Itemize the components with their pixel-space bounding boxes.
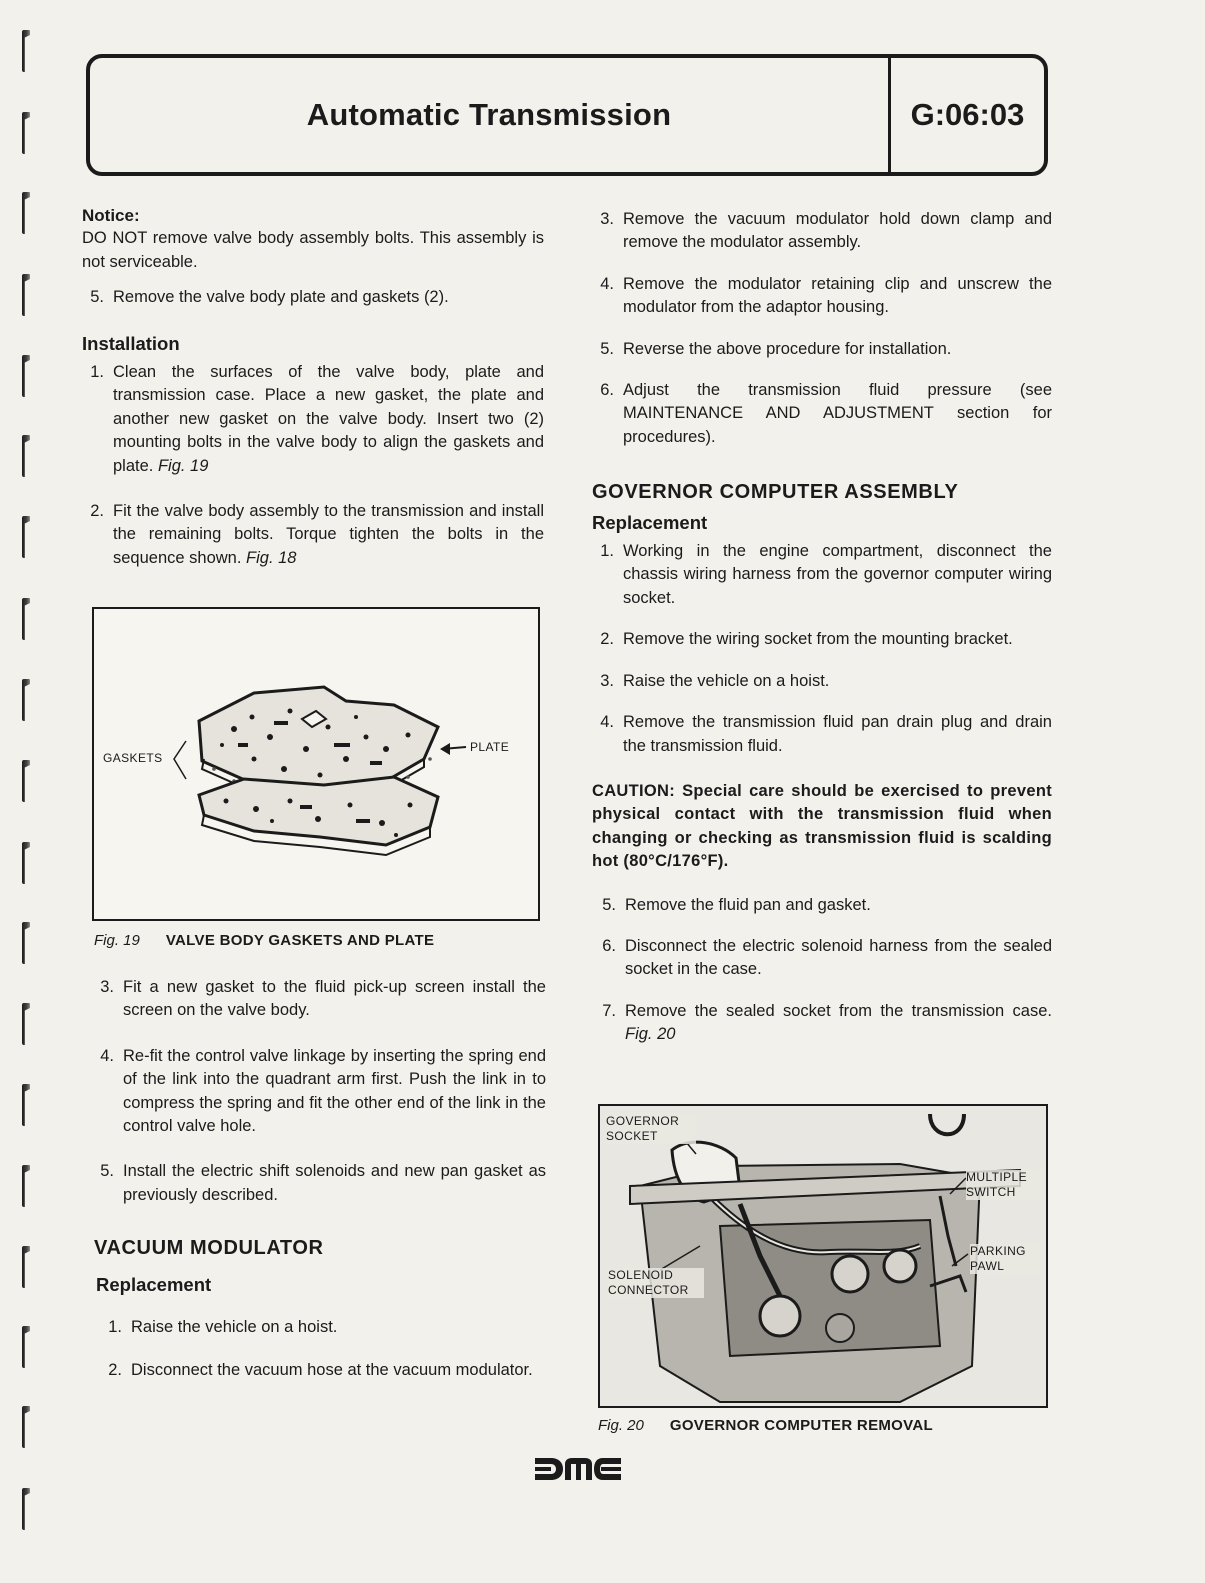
right-column (592, 208, 1052, 1047)
step-number: 3. (600, 210, 614, 228)
step-number: 5. (600, 339, 614, 358)
step-text: Disconnect the electric solenoid harness from the sealed socket in the case. (625, 936, 1052, 979)
binder-hole-mark (22, 1488, 30, 1530)
list-item (92, 1045, 546, 1139)
left-column-upper (82, 204, 544, 570)
governor-replacement-subheading: Replacement (592, 511, 708, 533)
notice-text: DO NOT remove valve body assembly bolts. This assembly is not serviceable. (82, 229, 544, 271)
figure-number: Fig. 20 (598, 1417, 644, 1434)
step-body: Remove the sealed socket from the transmission case. (625, 1001, 1052, 1020)
step-number: 3. (600, 671, 614, 690)
step-text: Fit a new gasket to the fluid pick-up screen install the screen on the valve body. (123, 978, 546, 1020)
binder-hole-mark (22, 1003, 30, 1045)
step-text (113, 500, 544, 570)
list-item (100, 1359, 546, 1382)
step-text: Working in the engine compartment, disconnect the chassis wiring harness from the governor computer wiring socket. (623, 542, 1052, 607)
vacuum-modulator-heading: VACUUM MODULATOR (94, 1237, 324, 1260)
step-body: Clean the surfaces of the valve body, plate and transmission case. Place a new gasket, the plate and another new gasket on the valve body. Insert two (2) mounting bolts in the valve body to align the gaskets and plate. (113, 363, 544, 475)
step-number: 4. (100, 1046, 114, 1065)
list-item (592, 628, 1052, 651)
list-item (594, 1000, 1052, 1047)
figure-label-governor-socket: GOVERNOR SOCKET (606, 1114, 696, 1144)
list-item (592, 338, 1052, 361)
governor-heading: GOVERNOR COMPUTER ASSEMBLY (592, 481, 959, 504)
notice-label: Notice: (82, 206, 140, 225)
list-item (92, 976, 546, 1023)
binder-hole-mark (22, 842, 30, 884)
step-number: 1. (90, 363, 104, 382)
step-text: Remove the transmission fluid pan drain plug and drain the transmission fluid. (623, 713, 1052, 755)
binder-hole-mark (22, 598, 30, 640)
binder-hole-mark (22, 679, 30, 721)
list-item (592, 208, 1052, 255)
step-text (113, 361, 544, 478)
figure-label-multiple-switch: MULTIPLE SWITCH (966, 1170, 1042, 1200)
binder-hole-mark (22, 922, 30, 964)
left-column-lower (92, 962, 546, 1383)
figure-label-plate: PLATE (470, 740, 510, 754)
step-number: 1. (108, 1318, 122, 1337)
step-text (625, 1000, 1052, 1047)
figure-title: GOVERNOR COMPUTER REMOVAL (669, 1417, 933, 1434)
list-item (594, 935, 1052, 982)
step-number: 7. (602, 1001, 616, 1020)
step-text: Install the electric shift solenoids and new pan gasket as previously described. (123, 1162, 546, 1204)
list-item (594, 894, 1052, 917)
binder-hole-mark (22, 192, 30, 234)
list-item (592, 379, 1052, 449)
binder-hole-mark (22, 1326, 30, 1368)
figure-20-caption (598, 1417, 933, 1434)
page-title: Automatic Transmission (306, 97, 672, 132)
list-item (592, 711, 1052, 758)
step-number: 2. (90, 502, 104, 521)
list-item (592, 670, 1052, 693)
figure-label-parking-pawl: PARKING PAWL (970, 1244, 1040, 1274)
step-number: 4. (600, 274, 614, 293)
binder-hole-mark (22, 1084, 30, 1126)
figure-title: VALVE BODY GASKETS AND PLATE (165, 932, 435, 949)
figure-label-solenoid-connector: SOLENOID CONNECTOR (608, 1268, 704, 1298)
dmc-logo (535, 1458, 621, 1485)
step-text: Raise the vehicle on a hoist. (131, 1318, 338, 1337)
section-code: G:06:03 (888, 58, 1044, 172)
figure-number: Fig. 19 (94, 932, 140, 949)
step-body: Fit the valve body assembly to the transmission and install the remaining bolts. Torque tighten the bolts in the sequence shown. (113, 502, 544, 567)
installation-heading: Installation (82, 332, 180, 354)
step-text: Disconnect the vacuum hose at the vacuum modulator. (131, 1361, 533, 1380)
binder-hole-mark (22, 1246, 30, 1288)
figure-19 (92, 607, 540, 921)
step-number: 6. (600, 381, 614, 400)
step-number: 5. (100, 1162, 114, 1181)
step-text: Reverse the above procedure for installation. (623, 339, 952, 358)
binder-hole-mark (22, 30, 30, 72)
binder-hole-mark (22, 760, 30, 802)
list-item (592, 540, 1052, 610)
list-item (82, 361, 544, 478)
step-text: Raise the vehicle on a hoist. (623, 671, 830, 690)
caution-text: CAUTION: Special care should be exercised to prevent physical contact with the transmission fluid when changing or checking as transmission fluid is scalding hot (80°C/176°F). (592, 781, 1052, 871)
step-text: Re-fit the control valve linkage by inserting the spring end of the link into the quadrant arm first. Push the link in to compress the spring and fit the other end of the link in the control valve hole. (123, 1046, 546, 1136)
figure-reference: Fig. 19 (157, 456, 209, 475)
step-number: 4. (600, 713, 614, 732)
step-number: 2. (108, 1361, 122, 1380)
step-number: 5. (602, 895, 616, 914)
step-number: 6. (602, 936, 616, 955)
step-number: 1. (600, 542, 614, 561)
step-text: Remove the fluid pan and gasket. (625, 895, 871, 914)
list-item (592, 273, 1052, 320)
list-item (100, 1316, 546, 1339)
figure-20 (598, 1104, 1048, 1408)
binder-hole-mark (22, 516, 30, 558)
step-text: Remove the vacuum modulator hold down clamp and remove the modulator assembly. (623, 210, 1052, 252)
list-item (82, 500, 544, 570)
step-text: Adjust the transmission fluid pressure (see MAINTENANCE AND ADJUSTMENT section for procedures). (623, 381, 1052, 446)
binder-hole-mark (22, 274, 30, 316)
step-number: 3. (100, 978, 114, 996)
page-header (86, 54, 1048, 176)
list-item (92, 1160, 546, 1207)
binder-hole-mark (22, 112, 30, 154)
step-text: Remove the modulator retaining clip and unscrew the modulator from the adaptor housing. (623, 274, 1052, 317)
binder-hole-mark (22, 1165, 30, 1207)
binder-hole-mark (22, 1406, 30, 1448)
step-text: Remove the valve body plate and gaskets (2). (113, 288, 449, 307)
list-item (82, 286, 544, 309)
dmc-logo-mark (535, 1458, 621, 1480)
binder-hole-mark (22, 435, 30, 477)
figure-label-gaskets: GASKETS (103, 751, 163, 765)
binder-hole-mark (22, 355, 30, 397)
step-text: Remove the wiring socket from the mounting bracket. (623, 630, 1013, 649)
step-number: 5. (90, 288, 104, 307)
figure-reference: Fig. 20 (625, 1025, 676, 1044)
figure-19-caption (94, 932, 434, 949)
vacuum-replacement-subheading: Replacement (96, 1273, 212, 1295)
step-number: 2. (600, 630, 614, 649)
figure-reference: Fig. 18 (246, 548, 297, 567)
